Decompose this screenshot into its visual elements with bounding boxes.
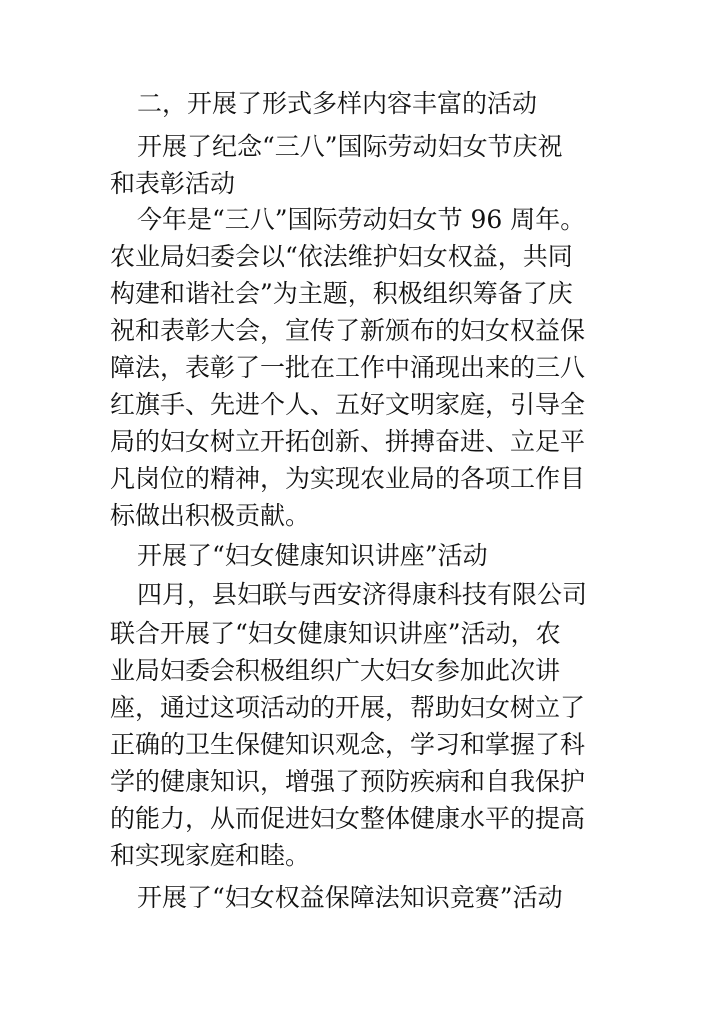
paragraph-line: 局的妇女树立开拓创新、拼搏奋进、立足平 bbox=[110, 427, 586, 456]
paragraph-line: 凡岗位的精神，为实现农业局的各项工作目 bbox=[110, 464, 586, 493]
paragraph-line: 和实现家庭和睦。 bbox=[110, 841, 311, 870]
paragraph-line: 座，通过这项活动的开展，帮助妇女树立了 bbox=[110, 693, 586, 722]
paragraph-line: 障法，表彰了一批在工作中涌现出来的三八 bbox=[110, 353, 586, 382]
subheading-line: 开展了“妇女健康知识讲座”活动 bbox=[137, 541, 488, 570]
subheading-line: 和表彰活动 bbox=[110, 169, 236, 198]
paragraph-line: 农业局妇委会以“依法维护妇女权益，共同 bbox=[110, 242, 573, 271]
subheading-line: 开展了纪念“三八”国际劳动妇女节庆祝 bbox=[137, 132, 563, 161]
paragraph-line: 学的健康知识，增强了预防疾病和自我保护 bbox=[110, 767, 586, 796]
paragraph-line: 四月，县妇联与西安济得康科技有限公司 bbox=[137, 580, 588, 609]
paragraph-line: 今年是“三八”国际劳动妇女节 96 周年。 bbox=[137, 205, 586, 234]
paragraph-line: 正确的卫生保健知识观念，学习和掌握了科 bbox=[110, 730, 586, 759]
paragraph-line: 的能力，从而促进妇女整体健康水平的提高 bbox=[110, 804, 586, 833]
paragraph-line: 祝和表彰大会，宣传了新颁布的妇女权益保 bbox=[110, 316, 586, 345]
section-heading: 二，开展了形式多样内容丰富的活动 bbox=[137, 89, 538, 118]
paragraph-line: 联合开展了“妇女健康知识讲座”活动，农 bbox=[110, 619, 561, 648]
paragraph-line: 标做出积极贡献。 bbox=[110, 501, 311, 530]
paragraph-line: 构建和谐社会”为主题，积极组织筹备了庆 bbox=[110, 279, 573, 308]
paragraph-line: 红旗手、先进个人、五好文明家庭，引导全 bbox=[110, 390, 586, 419]
subheading-line: 开展了“妇女权益保障法知识竞赛”活动 bbox=[137, 883, 563, 912]
paragraph-line: 业局妇委会积极组织广大妇女参加此次讲 bbox=[110, 656, 561, 685]
